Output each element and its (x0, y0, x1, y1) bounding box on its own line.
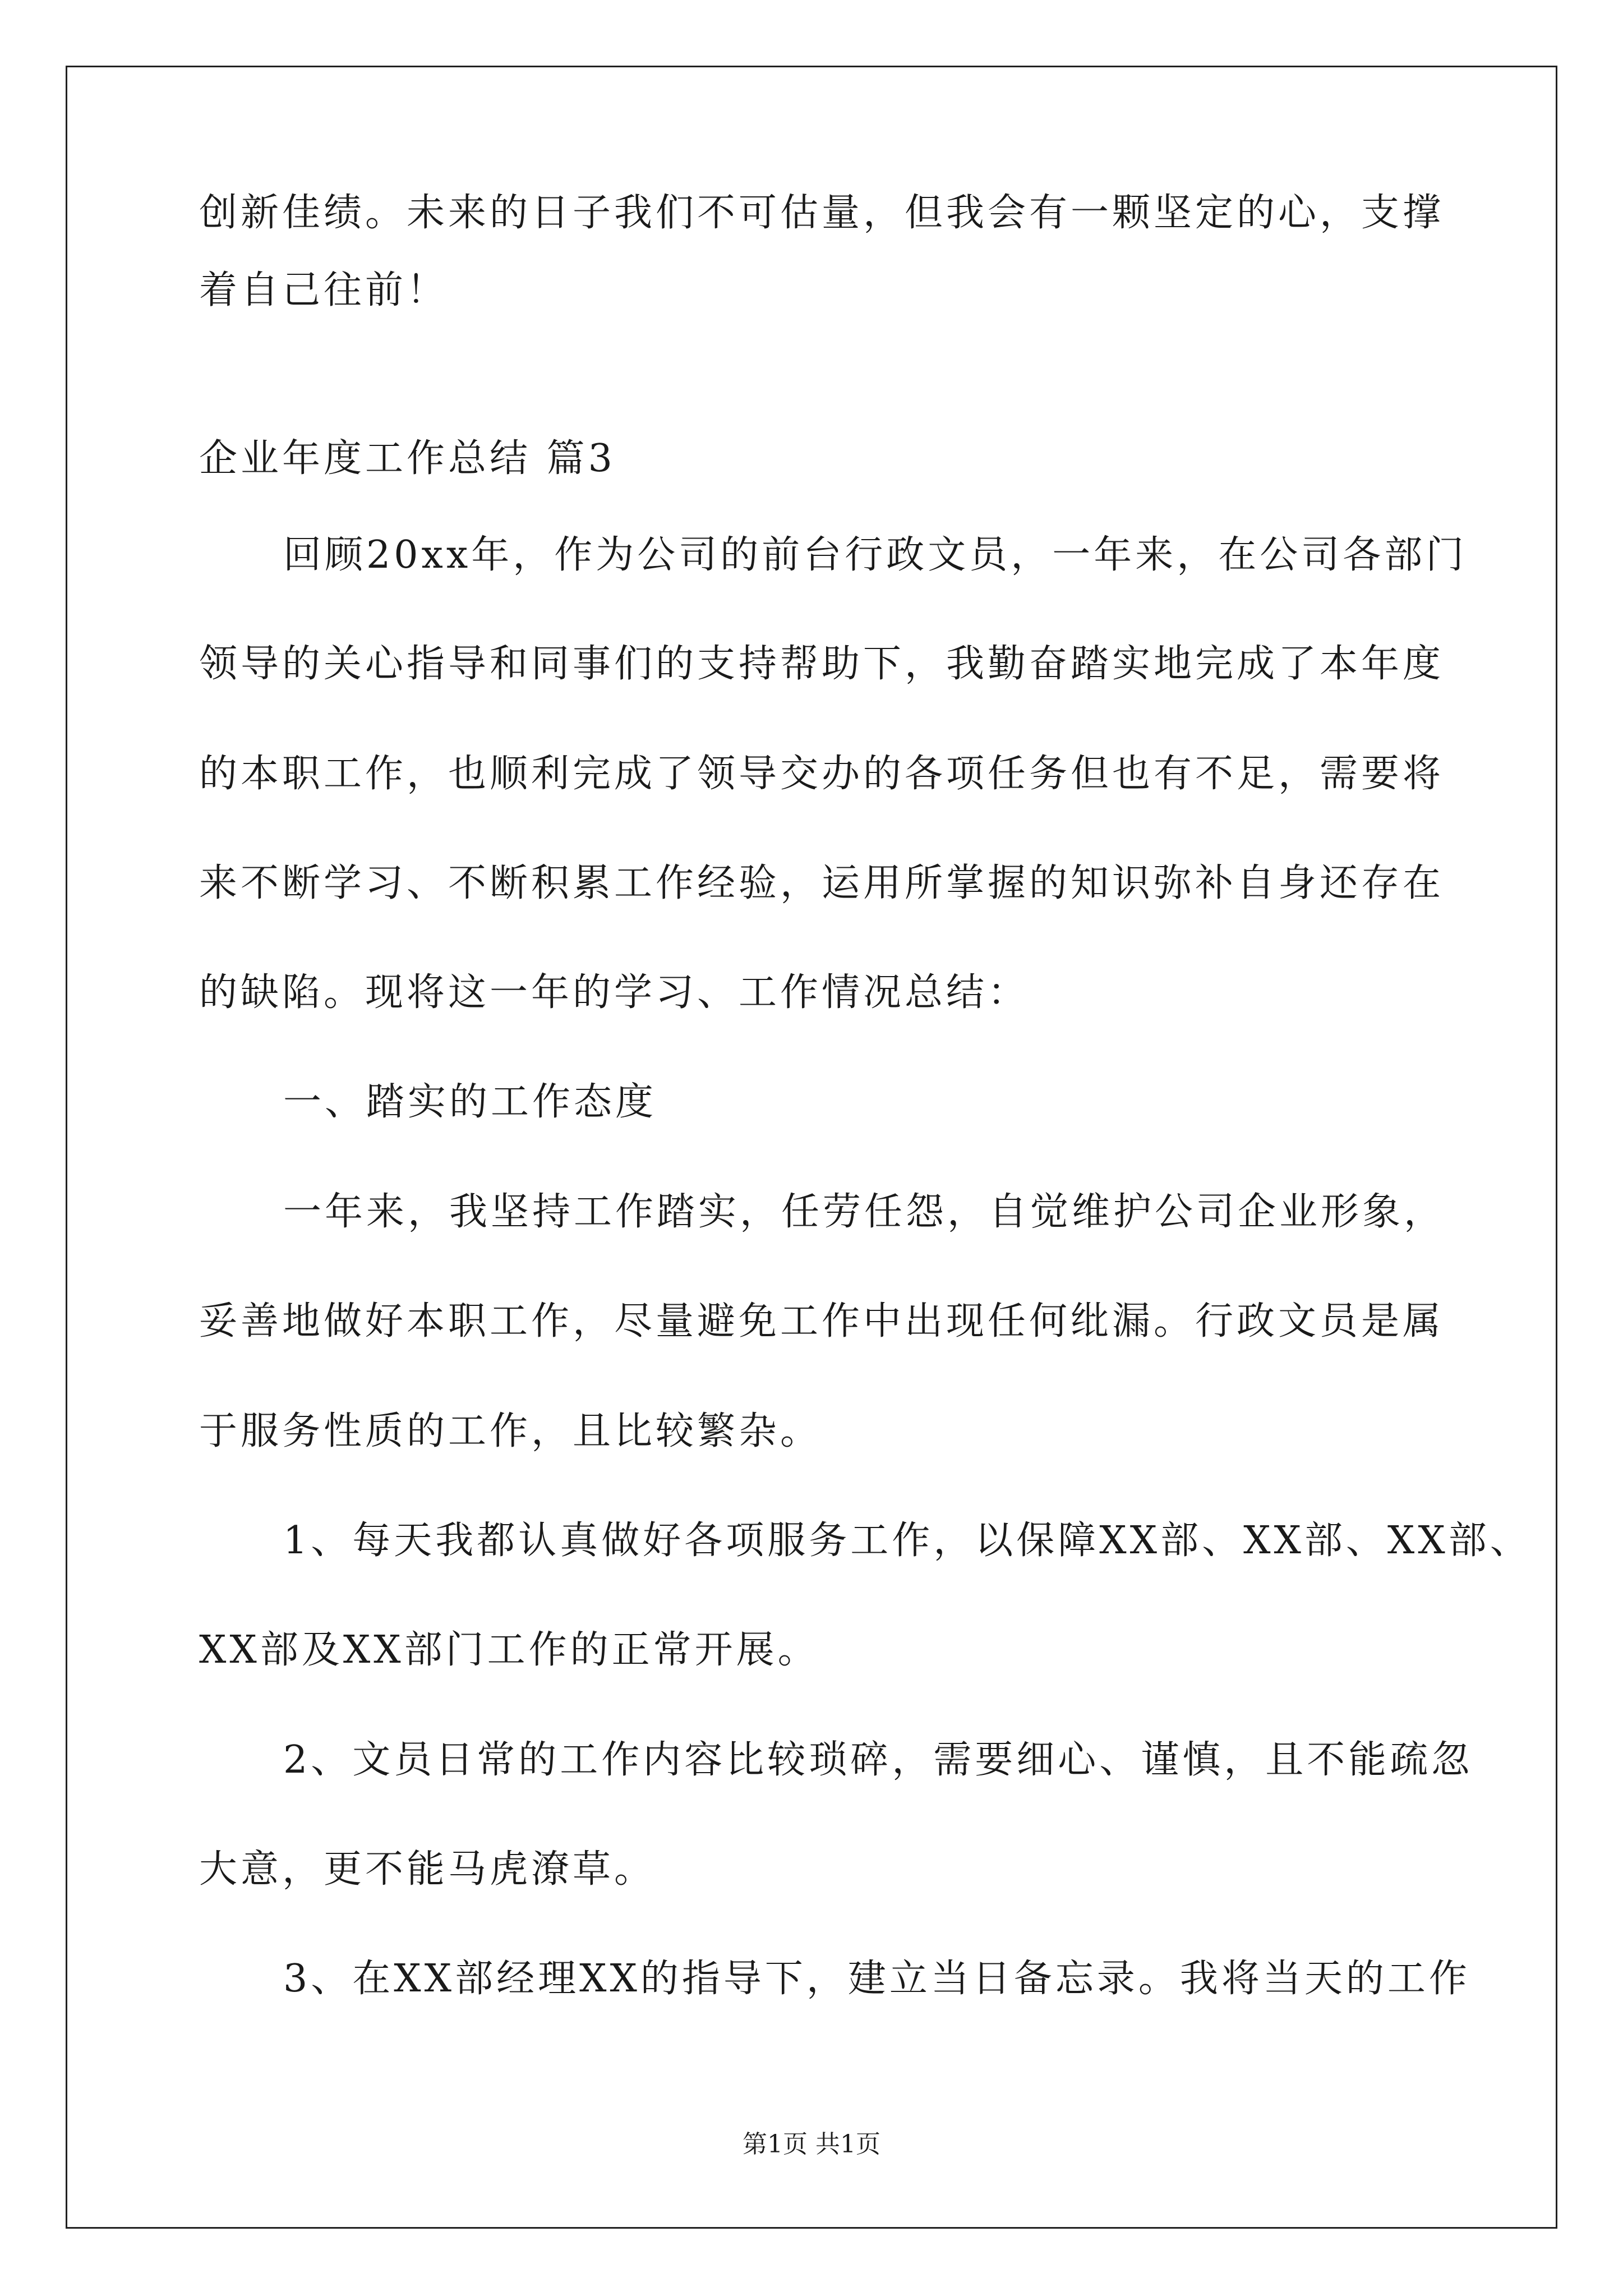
text-line: 来不断学习、不断积累工作经验，运用所掌握的知识弥补自身还存在 (199, 861, 1445, 905)
list-item-line: 3、在XX部经理XX的指导下，建立当日备忘录。我将当天的工作 (283, 1957, 1470, 2001)
text-line: 着自己往前！ (199, 268, 449, 312)
list-item-line: 1、每天我都认真做好各项服务工作，以保障XX部、XX部、XX部、 (283, 1519, 1532, 1563)
text-line: 于服务性质的工作，且比较繁杂。 (199, 1409, 822, 1453)
subsection-heading: 一、踏实的工作态度 (283, 1080, 657, 1124)
text-line: 领导的关心指导和同事们的支持帮助下，我勤奋踏实地完成了本年度 (199, 642, 1445, 686)
page-border (66, 66, 1557, 2229)
text-line: 的缺陷。现将这一年的学习、工作情况总结： (199, 970, 1030, 1015)
paragraph-start-line: 回顾20xx年，作为公司的前台行政文员，一年来，在公司各部门 (283, 533, 1468, 577)
text-line: 的本职工作，也顺利完成了领导交办的各项任务但也有不足，需要将 (199, 752, 1445, 796)
text-line: 妥善地做好本职工作，尽量避免工作中出现任何纰漏。行政文员是属 (199, 1299, 1445, 1343)
page-number: 第1页 共1页 (743, 2130, 880, 2159)
text-line: 大意，更不能马虎潦草。 (199, 1847, 656, 1892)
section-heading: 企业年度工作总结 篇3 (199, 436, 616, 481)
paragraph-start-line: 一年来，我坚持工作踏实，任劳任怨，自觉维护公司企业形象， (283, 1190, 1446, 1234)
list-item-line: 2、文员日常的工作内容比较琐碎，需要细心、谨慎，且不能疏忽 (283, 1738, 1473, 1782)
text-line: 创新佳绩。未来的日子我们不可估量，但我会有一颗坚定的心，支撑 (199, 191, 1445, 235)
text-line: XX部及XX部门工作的正常开展。 (199, 1628, 819, 1672)
